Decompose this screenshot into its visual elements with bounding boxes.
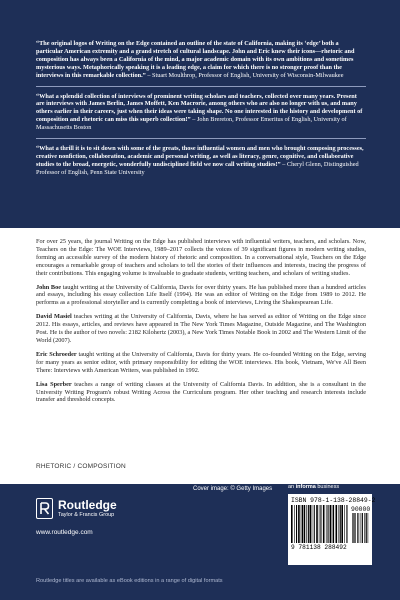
barcode-bar bbox=[362, 513, 363, 543]
barcode-bar bbox=[306, 505, 307, 543]
barcode-bar bbox=[294, 505, 295, 543]
barcode-bar bbox=[360, 513, 361, 543]
author-name: Eric Schroeder bbox=[36, 350, 77, 358]
barcode-bar bbox=[368, 513, 369, 543]
logo-glyph bbox=[39, 501, 50, 516]
barcode-bar bbox=[333, 505, 334, 543]
barcode-bars bbox=[291, 505, 369, 543]
barcode-bar bbox=[344, 505, 345, 543]
quote-attribution: – Stuart Moulthrop, Professor of English, University of Wisconsin-Milwaukee bbox=[147, 71, 344, 79]
barcode-bar bbox=[304, 505, 306, 543]
barcode-bar bbox=[352, 513, 353, 543]
barcode-bar bbox=[314, 505, 315, 543]
quote-attribution: – John Brereton, Professor Emeritus of English, University of Massachusetts Boston bbox=[36, 116, 347, 132]
barcode-bar bbox=[310, 505, 312, 543]
barcode-bar bbox=[355, 513, 356, 543]
barcode-bar bbox=[298, 505, 300, 543]
barcode-bar bbox=[340, 505, 341, 543]
barcode-bar bbox=[346, 505, 347, 543]
isbn-barcode bbox=[288, 494, 376, 565]
barcode-bar bbox=[312, 505, 313, 543]
barcode-bar bbox=[353, 513, 354, 543]
barcode-bar bbox=[316, 505, 318, 543]
routledge-r-logo-icon bbox=[36, 498, 53, 519]
barcode-bar bbox=[302, 505, 303, 543]
barcode-bar bbox=[364, 513, 365, 543]
addon-digits: 90000 bbox=[351, 506, 371, 513]
subject-category: RHETORIC / COMPOSITION bbox=[36, 463, 126, 470]
quote-divider bbox=[36, 86, 366, 87]
author-bio: John Boe taught writing at the University of California, Davis for over thirty years. He has published more than a hundred articles and essays, including his essay collection Life Itself (1994). He was an editor of Writing on the Edge from 1989 to 2012. He performs as a professional storyteller and is currently completing a book of interviews, Living the Shakespearean Life. bbox=[36, 283, 366, 307]
barcode-bar bbox=[301, 505, 302, 543]
barcode-bar bbox=[332, 505, 333, 543]
endorsement-quote-2: “What a splendid collection of interviews of prominent writing scholars and teachers, collected over many years. Present are interviews with James Berlin, James Moffett, Ken Macrorie, among others who are also no longer with us, and many others earlier in their careers, just when their ideas were taking shape. No one interested in the history and development of composition and rhetoric can miss this superb collection!” – John Brereton, Professor Emeritus of English, University of Massachusetts Boston bbox=[36, 92, 363, 132]
publisher-logo bbox=[36, 498, 117, 519]
informa-business-tag: an informa business bbox=[288, 484, 340, 490]
informa-name: informa bbox=[295, 484, 316, 490]
ean-barcode bbox=[291, 505, 349, 543]
publisher-name: Routledge bbox=[58, 497, 117, 512]
barcode-bar bbox=[330, 505, 332, 543]
author-name: Lisa Sperber bbox=[36, 380, 72, 388]
isbn-number: ISBN 978-1-138-28849-2 bbox=[291, 497, 376, 504]
barcode-bar bbox=[328, 505, 329, 543]
quote-attribution: – Cheryl Glenn, Distinguished Professor of English, Penn State University bbox=[36, 160, 359, 176]
barcode-bar bbox=[336, 505, 338, 543]
barcode-bar bbox=[341, 505, 343, 543]
barcode-bar bbox=[339, 505, 340, 543]
author-bio: Eric Schroeder taught writing at the University of California, Davis for thirty years. He co-founded Writing on the Edge, serving for many years as senior editor, with primary responsibility for editing the WOE interviews. His book, Vietnam, We've All Been There: Interviews with American Writers, was published in 1992. bbox=[36, 350, 366, 374]
quote-divider bbox=[36, 138, 366, 139]
barcode-bar bbox=[291, 505, 293, 543]
barcode-bar bbox=[320, 505, 321, 543]
barcode-bar bbox=[366, 513, 367, 543]
barcode-digits: 9 781138 288492 bbox=[291, 544, 347, 551]
barcode-bar bbox=[326, 505, 327, 543]
endorsement-quote-1: “The original logos of Writing on the Edge contained an outline of the state of California, making its ‘edge’ both a particular American extremity and a grand stretch of cultural landscape. John and Eric knew their icons—rhetoric and composition has always been a California of the mind, a major academic domain with its own ambitions and sometimes mysterious ways. Metaphorically speaking it is a leading edge, a claim for which there is no stronger proof than the interviews in this remarkable collection.” – Stuart Moulthrop, Professor of English, University of Wisconsin-Milwaukee bbox=[36, 40, 355, 79]
ean-bars-graphic bbox=[291, 505, 349, 543]
barcode-bar bbox=[323, 505, 325, 543]
addon-barcode bbox=[351, 506, 370, 543]
endorsement-quote-3: “What a thrill it is to sit down with some of the greats, those influential women and men who brought composing processes, creative nonfiction, collaboration, academic and personal writing, as well as literacy, genre, cognitive, and collaborative studies to the broad, energetic, wonderfully undisciplined field we now call writing studies!” – Cheryl Glenn, Distinguished Professor of English, Penn State University bbox=[36, 145, 364, 176]
barcode-bar bbox=[308, 505, 309, 543]
book-description bbox=[36, 238, 366, 410]
author-name: David Masiel bbox=[36, 313, 72, 321]
barcode-bar bbox=[357, 513, 358, 543]
barcode-bar bbox=[319, 505, 320, 543]
endorsement-quotes bbox=[36, 40, 366, 183]
author-bio: David Masiel teaches writing at the University of California, Davis, where he has served as editor of Writing on the Edge since 2012. His essays, articles, and reviews have appeared in The New York Times Magazine, Outside Magazine, and The Washington Post. He is the author of two novels: 2182 Kilohertz (2003), a New York Times Notable Book in 2002 and The Western Limit of the World (2007). bbox=[36, 313, 366, 344]
publisher-wordmark bbox=[58, 499, 117, 519]
ebook-availability-note: Routledge titles are available as eBook editions in a range of digital formats bbox=[36, 578, 223, 584]
barcode-bar bbox=[296, 505, 297, 543]
publisher-subtitle: Taylor & Francis Group bbox=[58, 511, 115, 518]
publisher-website-link[interactable]: www.routledge.com bbox=[36, 529, 93, 536]
author-bio: Lisa Sperber teaches a range of writing classes at the University of California Davis. In addition, she is a consultant in the University Writing Program's robust Writing Across the Curriculum program. Her other teaching and research interests include transfer and threshold concepts. bbox=[36, 380, 366, 404]
author-name: John Boe bbox=[36, 283, 61, 291]
description-paragraph: For over 25 years, the journal Writing on the Edge has published interviews with influential writers, teachers, and scholars. Now, Teachers on the Edge: The WOE Interviews, 1989–2017 collects the voices of 39 significant figures in modern writing studies, forming an accessible survey of the modern history of rhetoric and composition. In a conversational style, Teachers on the Edge encourages a remarkable group of teachers and scholars to tell the stories of their influences and interests, tracing the progress of their contributions. This engaging volume is invaluable to graduate students, writing teachers, and scholars of writing studies. bbox=[36, 238, 366, 277]
addon-bars-graphic bbox=[352, 513, 369, 543]
cover-image-credit: Cover image: © Getty Images bbox=[193, 486, 273, 492]
